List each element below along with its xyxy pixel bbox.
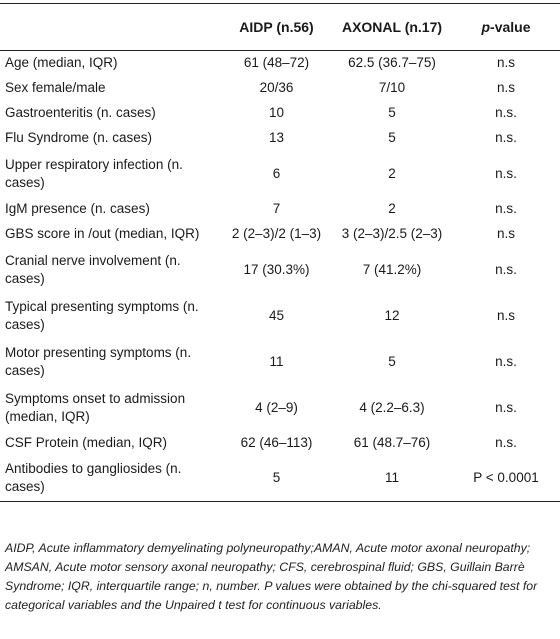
table-row [0, 76, 560, 101]
cell-aidp: 62 (46–113) [240, 435, 313, 450]
header-aidp: AIDP (n.56) [239, 19, 314, 35]
cell-axonal: 3 (2–3)/2.5 (2–3) [341, 226, 443, 241]
cell-aidp: 2 (2–3)/2 (1–3) [231, 226, 322, 241]
table-row [0, 151, 560, 197]
cell-p-value: n.s. [495, 130, 517, 145]
cell-aidp: 17 (30.3%) [243, 261, 310, 277]
table-footnote: AIDP, Acute inflammatory demyelinating polyneuropathy;AMAN, Acute motor axonal neuropathy; AMSAN, Acute motor sensory axonal neuropathy; CFS, cerebrospinal fluid; GBS, Guillain Barrè Syndrome; IQR, interquartile range; n, number. P values were obtained by the chi-squared test for categorical variables and the Unpaired t test for continuous variables. [5, 541, 538, 612]
cell-aidp: 20/36 [259, 80, 294, 95]
cell-aidp: 7 [272, 201, 281, 216]
header-label [0, 4, 221, 51]
cell-p-value: n.s [496, 55, 515, 71]
cell-axonal: 7 (41.2%) [362, 261, 422, 277]
cell-aidp: 13 [268, 130, 285, 145]
table-row [0, 293, 560, 339]
row-label: Flu Syndrome (n. cases) [5, 130, 153, 145]
table-header-row [0, 4, 560, 51]
cell-axonal: 2 [388, 165, 396, 181]
row-label: CSF Protein (median, IQR) [5, 435, 168, 450]
cell-aidp: 45 [268, 307, 285, 323]
cell-p-value: n.s [496, 80, 515, 95]
cell-axonal: 2 [388, 201, 396, 216]
cell-axonal: 61 (48.7–76) [353, 435, 431, 450]
cell-axonal: 12 [384, 307, 400, 323]
cell-p-value: n.s [496, 307, 515, 323]
table-body [0, 51, 560, 502]
cell-axonal: 62.5 (36.7–75) [348, 55, 436, 71]
cell-aidp: 4 (2–9) [255, 399, 298, 415]
table-row [0, 339, 560, 385]
cell-p-value: n.s. [495, 399, 517, 415]
cell-axonal: 7/10 [378, 80, 406, 95]
cell-p-value: n.s [496, 226, 515, 241]
cell-aidp: 10 [268, 105, 285, 120]
table-row [0, 101, 560, 126]
cell-aidp: 5 [272, 470, 281, 486]
cell-axonal: 11 [384, 470, 399, 486]
cell-p-value: P < 0.0001 [473, 470, 539, 486]
table-row [0, 385, 560, 431]
cell-axonal: 5 [388, 105, 396, 120]
cell-p-value: n.s. [495, 353, 517, 369]
row-label: Sex female/male [5, 80, 106, 95]
row-label: Upper respiratory infection (n. cases) [5, 156, 183, 190]
row-label: Symptoms onset to admission (median, IQR) [5, 390, 186, 424]
cell-p-value: n.s. [495, 435, 517, 450]
table-row [0, 431, 560, 456]
row-label: GBS score in /out (median, IQR) [5, 226, 200, 241]
cell-p-value: n.s. [495, 201, 517, 216]
cell-p-value: n.s. [495, 261, 517, 277]
row-label: Typical presenting symptoms (n. cases) [5, 298, 199, 332]
header-p-italic: p [481, 19, 491, 35]
table-row [0, 247, 560, 293]
row-label: Antibodies to gangliosides (n. cases) [5, 461, 182, 495]
table-row [0, 126, 560, 151]
table-row [0, 222, 560, 247]
row-label: IgM presence (n. cases) [5, 201, 150, 216]
comparison-table [0, 3, 560, 502]
cell-aidp: 11 [269, 353, 284, 369]
header-p-value [452, 4, 560, 51]
cell-axonal: 5 [388, 130, 396, 145]
cell-p-value: n.s. [495, 105, 517, 120]
row-label: Motor presenting symptoms (n. cases) [5, 344, 192, 378]
header-p-suffix: -value [490, 19, 531, 35]
row-label: Cranial nerve involvement (n. cases) [5, 252, 181, 286]
cell-aidp: 6 [272, 165, 281, 181]
cell-aidp: 61 (48–72) [243, 55, 310, 71]
header-axonal: AXONAL (n.17) [341, 19, 443, 35]
table-row [0, 456, 560, 502]
cell-axonal: 5 [388, 353, 396, 369]
cell-axonal: 4 (2.2–6.3) [359, 399, 425, 415]
row-label: Gastroenteritis (n. cases) [5, 105, 156, 120]
row-label: Age (median, IQR) [5, 55, 118, 71]
table-row [0, 197, 560, 222]
cell-p-value: n.s. [495, 165, 517, 181]
table-row [0, 51, 560, 76]
